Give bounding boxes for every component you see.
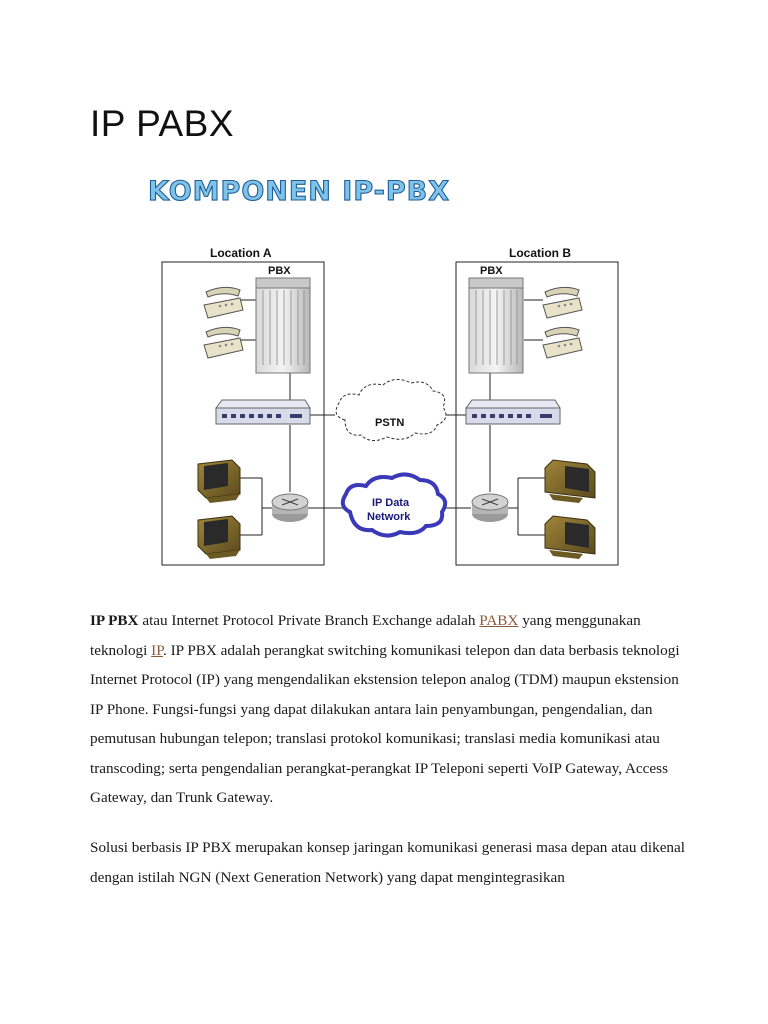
ip-network-label-line1: IP Data	[372, 497, 410, 509]
term-ip-pbx: IP PBX	[90, 612, 139, 629]
computer-icon	[545, 516, 595, 559]
paragraph-text: atau Internet Protocol Private Branch Exchange adalah	[138, 612, 480, 629]
gateway-switch-b	[466, 400, 560, 424]
paragraph-intro	[90, 606, 690, 813]
pbx-label-b: PBX	[480, 265, 503, 277]
router-icon	[272, 494, 308, 522]
telephone-icon	[204, 287, 243, 318]
pbx-rack-b	[469, 278, 523, 373]
computer-icon	[198, 516, 240, 559]
ip-pbx-diagram	[0, 160, 768, 580]
paragraph-text: . IP PBX adalah perangkat switching komunikasi telepon dan data berbasis teknologi Internet Protocol (IP) yang mengendalikan ekstension telepon analog (TDM) maupun ekstension IP Phone. Fungsi-fungsi yang dapat dilakukan antara lain penyambungan, pengendalian, dan pemutusan hubungan telepon; translasi protokol komunikasi; translasi media komunikasi atau transcoding; serta pengendalian perangkat-perangkat IP Teleponi seperti VoIP Gateway, Access Gateway, dan Trunk Gateway.	[90, 641, 680, 806]
pbx-rack-a	[256, 278, 310, 373]
page-title: IP PABX	[90, 103, 235, 144]
gateway-switch-a	[216, 400, 310, 424]
location-a-label: Location A	[210, 246, 272, 260]
link-pabx[interactable]: PABX	[479, 612, 519, 629]
computer-icon	[545, 460, 595, 503]
pbx-label-a: PBX	[268, 265, 291, 277]
ip-data-network-cloud	[343, 474, 445, 535]
telephone-icon	[543, 327, 582, 358]
telephone-icon	[543, 287, 582, 318]
pstn-label: PSTN	[375, 417, 405, 429]
pstn-cloud	[336, 379, 446, 440]
diagram-title: KOMPONEN IP-PBX	[148, 176, 451, 207]
link-ip[interactable]: IP	[151, 641, 163, 659]
telephone-icon	[204, 327, 243, 358]
computer-icon	[198, 460, 240, 503]
location-b-label: Location B	[509, 246, 571, 260]
paragraph-text: yang menggunakan teknologi	[90, 612, 641, 659]
router-icon	[472, 494, 508, 522]
paragraph-ngn: Solusi berbasis IP PBX merupakan konsep jaringan komunikasi generasi masa depan atau dikenal dengan istilah NGN (Next Generation Network) yang dapat mengintegrasikan	[90, 839, 685, 886]
diagram-canvas	[0, 160, 768, 580]
ip-network-label-line2: Network	[367, 511, 411, 523]
